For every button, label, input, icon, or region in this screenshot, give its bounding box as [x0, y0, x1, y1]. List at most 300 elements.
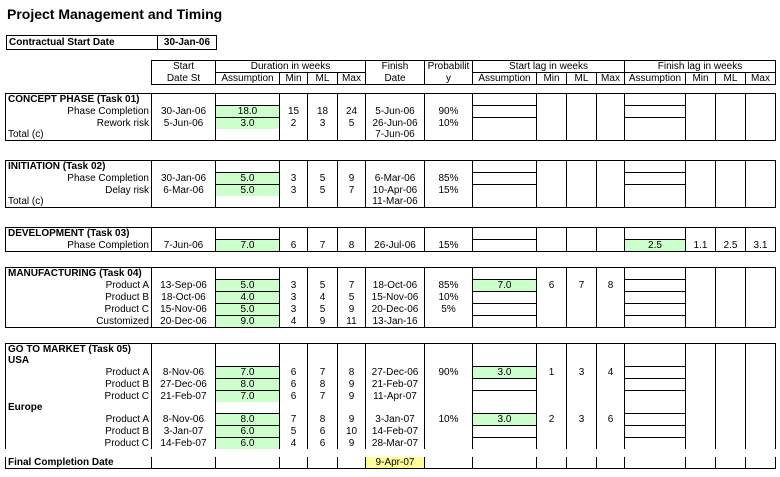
value-cell[interactable] — [716, 367, 746, 379]
value-cell[interactable]: 7 — [338, 280, 366, 292]
value-cell[interactable]: 30-Jan-06 — [152, 173, 216, 185]
value-cell[interactable]: 85% — [425, 173, 473, 185]
grid-cell — [216, 344, 280, 356]
value-cell[interactable]: 8.0 — [216, 414, 280, 426]
grid-cell — [537, 268, 567, 280]
value-cell[interactable] — [567, 379, 597, 391]
value-cell[interactable]: 9 — [338, 414, 366, 426]
value-cell[interactable] — [597, 240, 625, 252]
value-cell[interactable]: 5-Jun-06 — [152, 118, 216, 130]
task-row — [6, 426, 776, 438]
value-cell[interactable]: 85% — [425, 280, 473, 292]
value-cell[interactable]: 5-Jun-06 — [366, 106, 425, 118]
value-cell[interactable]: 15% — [425, 240, 473, 252]
value-cell[interactable]: 5 — [308, 280, 338, 292]
value-cell[interactable] — [716, 316, 746, 328]
value-cell[interactable]: 5.0 — [216, 280, 280, 292]
value-cell[interactable] — [597, 379, 625, 391]
value-cell[interactable] — [537, 316, 567, 328]
value-cell[interactable] — [686, 304, 716, 316]
value-cell[interactable]: 90% — [425, 106, 473, 118]
grid-cell — [537, 228, 567, 240]
value-cell[interactable]: 28-Mar-07 — [366, 438, 425, 450]
grid-cell — [537, 196, 567, 208]
grid-cell — [686, 129, 716, 141]
value-cell[interactable] — [746, 106, 776, 118]
value-cell[interactable] — [625, 185, 686, 197]
grid-cell — [366, 402, 425, 414]
value-cell[interactable] — [746, 379, 776, 391]
value-cell[interactable] — [625, 438, 686, 450]
grid-cell — [216, 228, 280, 240]
grid-cell — [597, 196, 625, 208]
value-cell[interactable] — [473, 379, 537, 391]
value-cell[interactable]: 3-Jan-07 — [366, 414, 425, 426]
value-cell[interactable]: 5 — [338, 118, 366, 130]
value-cell[interactable] — [597, 304, 625, 316]
value-cell[interactable]: 2 — [537, 414, 567, 426]
value-cell[interactable]: 6 — [280, 240, 308, 252]
value-cell[interactable]: 8.0 — [216, 379, 280, 391]
value-cell[interactable]: 3 — [280, 292, 308, 304]
value-cell[interactable] — [473, 391, 537, 403]
value-cell[interactable] — [597, 316, 625, 328]
value-cell[interactable]: 20-Dec-06 — [152, 316, 216, 328]
value-cell[interactable]: 3.1 — [746, 240, 776, 252]
value-cell[interactable]: 3-Jan-07 — [152, 426, 216, 438]
grid-cell — [308, 457, 338, 469]
value-cell[interactable] — [567, 438, 597, 450]
grid-cell — [308, 94, 338, 106]
total-finish[interactable]: 11-Mar-06 — [366, 196, 425, 208]
value-cell[interactable] — [597, 292, 625, 304]
value-cell[interactable]: 8 — [308, 379, 338, 391]
grid-cell — [716, 94, 746, 106]
grid-cell — [716, 228, 746, 240]
contract-start-box — [6, 35, 217, 50]
row-label: Product C — [6, 304, 152, 316]
value-cell[interactable] — [473, 118, 537, 130]
value-cell[interactable] — [686, 426, 716, 438]
value-cell[interactable]: 30-Jan-06 — [152, 106, 216, 118]
value-cell[interactable]: 10% — [425, 414, 473, 426]
grid-cell — [746, 161, 776, 173]
value-cell[interactable]: 3 — [567, 414, 597, 426]
value-cell[interactable] — [716, 414, 746, 426]
value-cell[interactable]: 9 — [338, 438, 366, 450]
value-cell[interactable]: 4 — [308, 292, 338, 304]
value-cell[interactable]: 4 — [597, 367, 625, 379]
value-cell[interactable]: 6 — [308, 426, 338, 438]
value-cell[interactable] — [473, 304, 537, 316]
value-cell[interactable] — [537, 106, 567, 118]
grid-cell — [216, 196, 280, 208]
grid-cell — [537, 94, 567, 106]
header-start-sub: Date St — [152, 73, 216, 85]
sheet-title: Project Management and Timing — [7, 6, 223, 22]
value-cell[interactable] — [716, 106, 746, 118]
value-cell[interactable]: 27-Dec-06 — [366, 367, 425, 379]
value-cell[interactable]: 18.0 — [216, 106, 280, 118]
value-cell[interactable] — [746, 304, 776, 316]
value-cell[interactable]: 7.0 — [216, 240, 280, 252]
value-cell[interactable] — [746, 426, 776, 438]
value-cell[interactable]: 5 — [308, 173, 338, 185]
grid-cell — [686, 355, 716, 367]
value-cell[interactable]: 10% — [425, 292, 473, 304]
value-cell[interactable]: 7 — [308, 367, 338, 379]
value-cell[interactable]: 13-Sep-06 — [152, 280, 216, 292]
grid-cell — [473, 161, 537, 173]
header-blank — [6, 61, 152, 73]
value-cell[interactable] — [425, 426, 473, 438]
value-cell[interactable]: 4.0 — [216, 292, 280, 304]
value-cell[interactable] — [686, 316, 716, 328]
grid-cell — [338, 355, 366, 367]
value-cell[interactable]: 8 — [338, 367, 366, 379]
value-cell[interactable]: 2.5 — [625, 240, 686, 252]
spacer-cell — [6, 328, 776, 344]
value-cell[interactable]: 9 — [338, 173, 366, 185]
value-cell[interactable] — [597, 185, 625, 197]
value-cell[interactable] — [625, 118, 686, 130]
total-row — [6, 129, 776, 141]
grid-cell — [425, 129, 473, 141]
header-dur-min: Min — [280, 73, 308, 85]
value-cell[interactable] — [686, 106, 716, 118]
grid-cell — [625, 355, 686, 367]
grid-cell — [338, 268, 366, 280]
value-cell[interactable]: 5.0 — [216, 185, 280, 197]
value-cell[interactable]: 3 — [280, 173, 308, 185]
value-cell[interactable] — [746, 118, 776, 130]
value-cell[interactable]: 6 — [280, 379, 308, 391]
header-blank — [6, 73, 152, 85]
value-cell[interactable]: 6 — [537, 280, 567, 292]
value-cell[interactable]: 2.5 — [716, 240, 746, 252]
value-cell[interactable]: 6.0 — [216, 426, 280, 438]
value-cell[interactable] — [746, 414, 776, 426]
region-label: Europe — [6, 402, 152, 414]
value-cell[interactable]: 3 — [280, 304, 308, 316]
header-fl-ml: ML — [716, 73, 746, 85]
grid-cell — [308, 402, 338, 414]
value-cell[interactable] — [473, 240, 537, 252]
value-cell[interactable]: 7 — [567, 280, 597, 292]
value-cell[interactable]: 10 — [338, 426, 366, 438]
value-cell[interactable] — [625, 316, 686, 328]
value-cell[interactable] — [567, 106, 597, 118]
spacer-cell — [6, 208, 776, 228]
value-cell[interactable]: 7 — [280, 414, 308, 426]
value-cell[interactable] — [746, 438, 776, 450]
value-cell[interactable] — [625, 106, 686, 118]
value-cell[interactable] — [567, 173, 597, 185]
value-cell[interactable] — [537, 292, 567, 304]
value-cell[interactable] — [537, 426, 567, 438]
value-cell[interactable] — [746, 292, 776, 304]
value-cell[interactable] — [537, 304, 567, 316]
value-cell[interactable]: 5 — [308, 304, 338, 316]
value-cell[interactable]: 13-Jan-16 — [366, 316, 425, 328]
value-cell[interactable] — [537, 173, 567, 185]
value-cell[interactable] — [716, 173, 746, 185]
value-cell[interactable] — [686, 391, 716, 403]
value-cell[interactable] — [716, 280, 746, 292]
grid-cell — [338, 129, 366, 141]
value-cell[interactable]: 18 — [308, 106, 338, 118]
value-cell[interactable] — [716, 426, 746, 438]
value-cell[interactable] — [686, 438, 716, 450]
value-cell[interactable]: 5 — [280, 426, 308, 438]
value-cell[interactable] — [625, 426, 686, 438]
value-cell[interactable]: 26-Jun-06 — [366, 118, 425, 130]
grid-cell — [366, 344, 425, 356]
value-cell[interactable] — [716, 304, 746, 316]
value-cell[interactable]: 8 — [338, 240, 366, 252]
value-cell[interactable]: 8-Nov-06 — [152, 414, 216, 426]
value-cell[interactable]: 18-Oct-06 — [366, 280, 425, 292]
value-cell[interactable] — [716, 185, 746, 197]
value-cell[interactable]: 9 — [308, 316, 338, 328]
value-cell[interactable]: 21-Feb-07 — [152, 391, 216, 403]
value-cell[interactable]: 3.0 — [473, 367, 537, 379]
value-cell[interactable]: 5% — [425, 304, 473, 316]
grid-cell — [152, 344, 216, 356]
value-cell[interactable] — [567, 426, 597, 438]
value-cell[interactable] — [746, 173, 776, 185]
grid-cell — [425, 268, 473, 280]
value-cell[interactable]: 8 — [597, 280, 625, 292]
section-title: CONCEPT PHASE (Task 01) — [6, 94, 152, 106]
grid-cell — [425, 228, 473, 240]
value-cell[interactable]: 3 — [280, 185, 308, 197]
value-cell[interactable]: 7 — [308, 391, 338, 403]
grid-cell — [625, 196, 686, 208]
value-cell[interactable]: 7 — [338, 185, 366, 197]
row-label: Delay risk — [6, 185, 152, 197]
section-spacer — [6, 85, 776, 94]
value-cell[interactable] — [597, 391, 625, 403]
value-cell[interactable] — [537, 379, 567, 391]
grid-cell — [625, 402, 686, 414]
value-cell[interactable]: 15-Nov-06 — [152, 304, 216, 316]
row-label: Product B — [6, 292, 152, 304]
task-row — [6, 304, 776, 316]
value-cell[interactable] — [567, 292, 597, 304]
value-cell[interactable] — [716, 292, 746, 304]
value-cell[interactable] — [597, 106, 625, 118]
value-cell[interactable]: 6-Mar-06 — [152, 185, 216, 197]
grid-cell — [338, 228, 366, 240]
value-cell[interactable] — [597, 426, 625, 438]
value-cell[interactable]: 14-Feb-07 — [152, 438, 216, 450]
final-label: Final Completion Date — [6, 457, 152, 469]
value-cell[interactable]: 7.0 — [473, 280, 537, 292]
value-cell[interactable]: 1.1 — [686, 240, 716, 252]
grid-cell — [567, 344, 597, 356]
value-cell[interactable]: 27-Dec-06 — [152, 379, 216, 391]
final-completion-date[interactable]: 9-Apr-07 — [366, 457, 425, 469]
value-cell[interactable] — [716, 118, 746, 130]
value-cell[interactable] — [425, 391, 473, 403]
task-row — [6, 391, 776, 403]
value-cell[interactable]: 9 — [338, 391, 366, 403]
value-cell[interactable] — [537, 391, 567, 403]
value-cell[interactable] — [625, 391, 686, 403]
value-cell[interactable]: 6-Mar-06 — [366, 173, 425, 185]
value-cell[interactable] — [686, 367, 716, 379]
grid-cell — [308, 228, 338, 240]
grid-cell — [746, 228, 776, 240]
value-cell[interactable] — [473, 426, 537, 438]
section-title-row — [6, 94, 776, 106]
value-cell[interactable]: 6 — [597, 414, 625, 426]
grid-cell — [686, 457, 716, 469]
value-cell[interactable]: 3 — [280, 280, 308, 292]
value-cell[interactable]: 1 — [537, 367, 567, 379]
value-cell[interactable] — [425, 379, 473, 391]
value-cell[interactable] — [625, 292, 686, 304]
value-cell[interactable]: 6 — [308, 438, 338, 450]
section-spacer — [6, 208, 776, 228]
value-cell[interactable] — [686, 379, 716, 391]
value-cell[interactable] — [746, 367, 776, 379]
value-cell[interactable]: 5.0 — [216, 304, 280, 316]
value-cell[interactable]: 8 — [308, 414, 338, 426]
value-cell[interactable] — [597, 118, 625, 130]
value-cell[interactable] — [597, 173, 625, 185]
value-cell[interactable]: 11 — [338, 316, 366, 328]
value-cell[interactable]: 18-Oct-06 — [152, 292, 216, 304]
value-cell[interactable] — [473, 316, 537, 328]
value-cell[interactable] — [625, 280, 686, 292]
value-cell[interactable]: 15 — [280, 106, 308, 118]
value-cell[interactable] — [473, 106, 537, 118]
value-cell[interactable] — [473, 292, 537, 304]
grid-cell — [280, 402, 308, 414]
value-cell[interactable] — [473, 438, 537, 450]
value-cell[interactable]: 3.0 — [473, 414, 537, 426]
value-cell[interactable] — [567, 304, 597, 316]
value-cell[interactable] — [746, 391, 776, 403]
value-cell[interactable] — [746, 316, 776, 328]
value-cell[interactable] — [686, 280, 716, 292]
value-cell[interactable]: 2 — [280, 118, 308, 130]
value-cell[interactable] — [567, 118, 597, 130]
value-cell[interactable]: 4 — [280, 316, 308, 328]
value-cell[interactable]: 6.0 — [216, 438, 280, 450]
value-cell[interactable] — [625, 173, 686, 185]
value-cell[interactable] — [567, 185, 597, 197]
value-cell[interactable] — [537, 118, 567, 130]
value-cell[interactable] — [686, 185, 716, 197]
value-cell[interactable]: 9.0 — [216, 316, 280, 328]
value-cell[interactable]: 6 — [280, 391, 308, 403]
grid-cell — [746, 457, 776, 469]
value-cell[interactable] — [716, 391, 746, 403]
value-cell[interactable] — [625, 414, 686, 426]
value-cell[interactable]: 6 — [280, 367, 308, 379]
section-title-row — [6, 228, 776, 240]
value-cell[interactable]: 15% — [425, 185, 473, 197]
value-cell[interactable]: 24 — [338, 106, 366, 118]
value-cell[interactable]: 20-Dec-06 — [366, 304, 425, 316]
grid-cell — [280, 228, 308, 240]
value-cell[interactable] — [473, 173, 537, 185]
value-cell[interactable]: 11-Apr-07 — [366, 391, 425, 403]
value-cell[interactable]: 10-Apr-06 — [366, 185, 425, 197]
value-cell[interactable] — [746, 185, 776, 197]
value-cell[interactable] — [625, 304, 686, 316]
value-cell[interactable]: 7.0 — [216, 367, 280, 379]
value-cell[interactable]: 5 — [338, 292, 366, 304]
row-label: Phase Completion — [6, 173, 152, 185]
grid-cell — [308, 344, 338, 356]
value-cell[interactable]: 26-Jul-06 — [366, 240, 425, 252]
total-finish[interactable]: 7-Jun-06 — [366, 129, 425, 141]
grid-cell — [308, 268, 338, 280]
value-cell[interactable]: 4 — [280, 438, 308, 450]
total-label: Total (c) — [6, 196, 152, 208]
row-label: Product B — [6, 426, 152, 438]
grid-cell — [280, 268, 308, 280]
value-cell[interactable] — [567, 240, 597, 252]
value-cell[interactable] — [716, 379, 746, 391]
value-cell[interactable]: 15-Nov-06 — [366, 292, 425, 304]
task-row — [6, 316, 776, 328]
value-cell[interactable] — [473, 185, 537, 197]
region-row — [6, 402, 776, 414]
value-cell[interactable] — [746, 280, 776, 292]
value-cell[interactable] — [625, 367, 686, 379]
value-cell[interactable]: 3 — [308, 118, 338, 130]
value-cell[interactable]: 9 — [338, 304, 366, 316]
value-cell[interactable]: 14-Feb-07 — [366, 426, 425, 438]
value-cell[interactable]: 90% — [425, 367, 473, 379]
value-cell[interactable] — [537, 185, 567, 197]
value-cell[interactable]: 3.0 — [216, 118, 280, 130]
value-cell[interactable]: 5.0 — [216, 173, 280, 185]
value-cell[interactable]: 7.0 — [216, 391, 280, 403]
grid-cell — [567, 268, 597, 280]
value-cell[interactable] — [686, 292, 716, 304]
value-cell[interactable]: 10% — [425, 118, 473, 130]
value-cell[interactable] — [425, 316, 473, 328]
value-cell[interactable] — [425, 438, 473, 450]
value-cell[interactable] — [567, 391, 597, 403]
value-cell[interactable]: 3 — [567, 367, 597, 379]
value-cell[interactable] — [567, 316, 597, 328]
value-cell[interactable]: 8-Nov-06 — [152, 367, 216, 379]
value-cell[interactable]: 7-Jun-06 — [152, 240, 216, 252]
value-cell[interactable]: 7 — [308, 240, 338, 252]
grid-cell — [425, 161, 473, 173]
value-cell[interactable] — [686, 118, 716, 130]
value-cell[interactable] — [537, 240, 567, 252]
value-cell[interactable] — [537, 438, 567, 450]
value-cell[interactable] — [686, 414, 716, 426]
value-cell[interactable] — [686, 173, 716, 185]
grid-cell — [625, 94, 686, 106]
value-cell[interactable] — [625, 379, 686, 391]
value-cell[interactable]: 5 — [308, 185, 338, 197]
value-cell[interactable] — [597, 438, 625, 450]
value-cell[interactable]: 9 — [338, 379, 366, 391]
value-cell[interactable] — [716, 438, 746, 450]
value-cell[interactable]: 21-Feb-07 — [366, 379, 425, 391]
contract-start-value[interactable]: 30-Jan-06 — [163, 37, 211, 48]
